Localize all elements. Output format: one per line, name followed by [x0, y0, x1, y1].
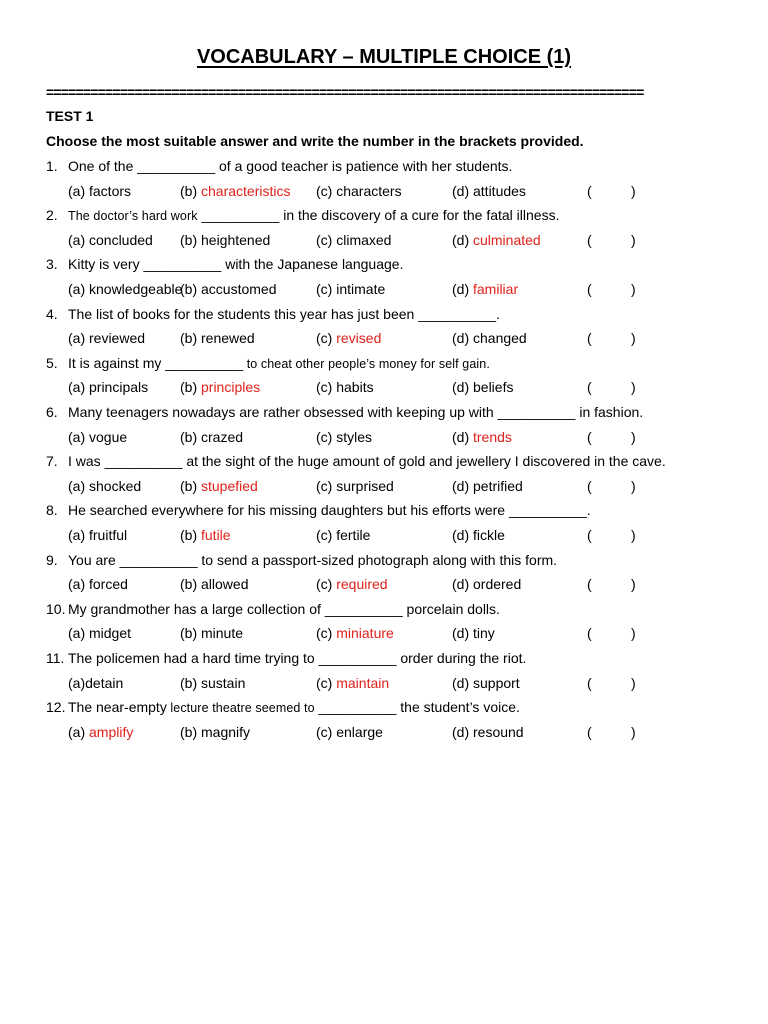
option-text: tiny — [473, 625, 495, 642]
option-a[interactable] — [68, 527, 127, 543]
option-prefix: (b) — [180, 674, 201, 691]
options-row — [68, 281, 688, 297]
answer-bracket-open: ( — [587, 576, 592, 593]
option-prefix: (a) — [68, 674, 86, 691]
option-b[interactable] — [180, 183, 290, 199]
option-c[interactable] — [316, 330, 381, 346]
option-text: concluded — [89, 231, 153, 248]
option-prefix: (a) — [68, 723, 89, 740]
test-label: TEST 1 — [46, 108, 94, 124]
question-number: 3. — [46, 256, 58, 273]
answer-bracket-open: ( — [587, 330, 592, 347]
question-number: 9. — [46, 551, 58, 568]
option-d[interactable] — [452, 625, 495, 641]
options-row — [68, 625, 688, 641]
option-c[interactable] — [316, 576, 388, 592]
question-number: 12. — [46, 699, 66, 716]
answer-bracket-close: ) — [631, 625, 636, 642]
option-d[interactable] — [452, 576, 521, 592]
option-prefix: (d) — [452, 330, 473, 347]
answer-bracket-close: ) — [631, 576, 636, 593]
option-a[interactable] — [68, 675, 123, 691]
answer-bracket-open: ( — [587, 526, 592, 543]
answer-bracket-open: ( — [587, 477, 592, 494]
option-text: crazed — [201, 428, 244, 445]
question-text: Kitty is very __________ with the Japanese language. — [68, 256, 404, 273]
option-text: beliefs — [473, 379, 514, 396]
option-prefix: (c) — [316, 477, 337, 494]
options-row — [68, 478, 688, 494]
option-a[interactable] — [68, 625, 131, 641]
answer-bracket-open: ( — [587, 723, 592, 740]
option-b[interactable] — [180, 478, 258, 494]
option-d[interactable] — [452, 183, 526, 199]
option-prefix: (c) — [316, 330, 337, 347]
question-text: The policemen had a hard time trying to __________ order during the riot. — [68, 650, 527, 666]
option-text: ordered — [473, 576, 522, 593]
option-b[interactable] — [180, 576, 248, 592]
option-c[interactable] — [316, 724, 383, 740]
question-stem — [46, 404, 643, 420]
option-prefix: (d) — [452, 526, 473, 543]
option-prefix: (d) — [452, 428, 473, 445]
option-d[interactable] — [452, 675, 520, 691]
option-a[interactable] — [68, 281, 182, 297]
option-d[interactable] — [452, 429, 512, 445]
option-a[interactable] — [68, 183, 131, 199]
option-b[interactable] — [180, 724, 250, 740]
question-text-light: lecture theatre seemed to — [166, 701, 315, 716]
option-text: changed — [473, 330, 527, 347]
option-prefix: (d) — [452, 477, 473, 494]
option-prefix: (c) — [316, 674, 337, 691]
correct-answer: culminated — [473, 231, 541, 248]
option-prefix: (b) — [180, 428, 201, 445]
option-prefix: (d) — [452, 576, 473, 593]
option-text: shocked — [89, 477, 142, 494]
option-b[interactable] — [180, 281, 276, 297]
answer-bracket-close: ) — [631, 428, 636, 445]
answer-bracket-open: ( — [587, 280, 592, 297]
question-stem — [46, 158, 512, 174]
option-prefix: (d) — [452, 280, 473, 297]
question-stem — [46, 207, 559, 224]
option-text: attitudes — [473, 182, 526, 199]
option-prefix: (c) — [316, 576, 337, 593]
question-text-light: to cheat other people’s money for self gain. — [243, 356, 490, 371]
options-row — [68, 330, 688, 346]
option-prefix: (b) — [180, 723, 201, 740]
question-text: It is against my __________ — [68, 354, 244, 371]
option-text: support — [473, 674, 520, 691]
option-prefix: (d) — [452, 182, 473, 199]
option-b[interactable] — [180, 625, 243, 641]
answer-bracket-close: ) — [631, 231, 636, 248]
option-a[interactable] — [68, 478, 141, 494]
option-prefix: (b) — [180, 182, 201, 199]
option-b[interactable] — [180, 429, 243, 445]
option-text: factors — [89, 182, 132, 199]
option-d[interactable] — [452, 478, 523, 494]
divider-line: ================================================================================= — [46, 84, 644, 100]
option-prefix: (b) — [180, 526, 201, 543]
option-text: allowed — [201, 576, 249, 593]
option-a[interactable] — [68, 379, 148, 395]
question-stem — [46, 355, 490, 372]
options-row — [68, 576, 688, 592]
option-text: resound — [473, 723, 524, 740]
option-prefix: (c) — [316, 723, 337, 740]
option-text: enlarge — [336, 723, 383, 740]
answer-bracket-open: ( — [587, 231, 592, 248]
question-number: 2. — [46, 207, 58, 224]
options-row — [68, 724, 688, 740]
answer-bracket-open: ( — [587, 674, 592, 691]
option-prefix: (c) — [316, 280, 337, 297]
option-prefix: (d) — [452, 723, 473, 740]
option-prefix: (a) — [68, 576, 89, 593]
option-prefix: (b) — [180, 280, 201, 297]
question-text-tail: __________ the student’s voice. — [314, 699, 520, 716]
option-prefix: (a) — [68, 379, 89, 396]
option-b[interactable] — [180, 527, 231, 543]
option-prefix: (a) — [68, 280, 89, 297]
options-row — [68, 183, 688, 199]
answer-bracket-close: ) — [631, 526, 636, 543]
instructions: Choose the most suitable answer and write the number in the brackets provided. — [46, 133, 584, 149]
question-number: 8. — [46, 502, 58, 519]
options-row — [68, 675, 688, 691]
option-text: minute — [201, 625, 244, 642]
option-prefix: (b) — [180, 477, 201, 494]
option-d[interactable] — [452, 281, 518, 297]
option-prefix: (a) — [68, 526, 89, 543]
question-number: 5. — [46, 354, 58, 371]
option-text: styles — [336, 428, 373, 445]
question-number: 10. — [46, 600, 66, 617]
option-prefix: (b) — [180, 625, 201, 642]
option-d[interactable] — [452, 330, 527, 346]
question-text: Many teenagers nowadays are rather obsessed with keeping up with __________ in fashion. — [68, 404, 644, 420]
option-prefix: (c) — [316, 379, 337, 396]
option-prefix: (c) — [316, 182, 337, 199]
option-prefix: (d) — [452, 379, 473, 396]
option-prefix: (a) — [68, 625, 89, 642]
answer-bracket-close: ) — [631, 723, 636, 740]
option-text: principals — [89, 379, 149, 396]
option-prefix: (a) — [68, 330, 89, 347]
option-a[interactable] — [68, 724, 133, 740]
option-c[interactable] — [316, 478, 394, 494]
option-c[interactable] — [316, 281, 385, 297]
question-text: The list of books for the students this year has just been __________. — [68, 305, 500, 322]
answer-bracket-close: ) — [631, 477, 636, 494]
option-text: midget — [89, 625, 132, 642]
option-a[interactable] — [68, 232, 153, 248]
option-b[interactable] — [180, 675, 245, 691]
correct-answer: trends — [473, 428, 512, 445]
question-text: He searched everywhere for his missing daughters but his efforts were __________. — [68, 502, 591, 519]
option-text: habits — [336, 379, 374, 396]
option-text: vogue — [89, 428, 128, 445]
option-a[interactable] — [68, 429, 127, 445]
option-b[interactable] — [180, 330, 255, 346]
correct-answer: familiar — [473, 280, 519, 297]
answer-bracket-close: ) — [631, 330, 636, 347]
options-row — [68, 429, 688, 445]
answer-bracket-close: ) — [631, 674, 636, 691]
correct-answer: amplify — [89, 723, 134, 740]
question-stem — [46, 699, 520, 716]
option-c[interactable] — [316, 429, 372, 445]
correct-answer: maintain — [336, 674, 390, 691]
correct-answer: miniature — [336, 625, 394, 642]
option-b[interactable] — [180, 232, 270, 248]
option-text: surprised — [336, 477, 394, 494]
option-text: climaxed — [336, 231, 392, 248]
option-prefix: (a) — [68, 182, 89, 199]
question-number: 4. — [46, 305, 58, 322]
option-a[interactable] — [68, 330, 145, 346]
option-d[interactable] — [452, 232, 541, 248]
option-c[interactable] — [316, 183, 402, 199]
option-prefix: (b) — [180, 231, 201, 248]
question-text: You are __________ to send a passport-sized photograph along with this form. — [68, 551, 558, 568]
options-row — [68, 232, 688, 248]
options-row — [68, 527, 688, 543]
correct-answer: futile — [201, 526, 231, 543]
option-prefix: (c) — [316, 526, 337, 543]
question-text-tail: __________ in the discovery of a cure for the fatal illness. — [197, 207, 560, 224]
option-prefix: (a) — [68, 231, 89, 248]
option-d[interactable] — [452, 379, 513, 395]
option-c[interactable] — [316, 675, 389, 691]
option-d[interactable] — [452, 724, 524, 740]
question-number: 6. — [46, 404, 58, 420]
option-c[interactable] — [316, 527, 370, 543]
question-text-light: The doctor’s hard work — [68, 209, 198, 224]
option-prefix: (d) — [452, 231, 473, 248]
answer-bracket-close: ) — [631, 379, 636, 396]
option-text: fertile — [336, 526, 371, 543]
option-text: sustain — [201, 674, 246, 691]
question-number: 11. — [46, 650, 65, 666]
question-stem — [46, 453, 666, 469]
option-prefix: (b) — [180, 576, 201, 593]
question-stem — [46, 306, 500, 322]
option-b[interactable] — [180, 379, 260, 395]
question-stem — [46, 650, 526, 666]
options-row — [68, 379, 688, 395]
answer-bracket-open: ( — [587, 379, 592, 396]
option-text: detain — [85, 674, 124, 691]
page-title: VOCABULARY – MULTIPLE CHOICE (1) — [196, 46, 572, 68]
question-stem — [46, 601, 500, 617]
correct-answer: principles — [201, 379, 261, 396]
option-prefix: (d) — [452, 625, 473, 642]
question-number: 1. — [46, 158, 58, 174]
option-prefix: (d) — [452, 674, 473, 691]
option-prefix: (a) — [68, 477, 89, 494]
correct-answer: stupefied — [201, 477, 258, 494]
question-number: 7. — [46, 453, 58, 470]
option-a[interactable] — [68, 576, 128, 592]
question-stem — [46, 256, 403, 272]
option-text: petrified — [473, 477, 523, 494]
answer-bracket-close: ) — [631, 182, 636, 199]
answer-bracket-open: ( — [587, 182, 592, 199]
option-prefix: (c) — [316, 428, 337, 445]
option-c[interactable] — [316, 379, 374, 395]
question-text: My grandmother has a large collection of __________ porcelain dolls. — [68, 600, 500, 617]
question-text: I was __________ at the sight of the huge amount of gold and jewellery I discovered in the cave. — [68, 453, 666, 470]
option-c[interactable] — [316, 625, 394, 641]
correct-answer: revised — [336, 330, 382, 347]
option-text: heightened — [201, 231, 271, 248]
question-stem — [46, 552, 557, 568]
question-stem — [46, 502, 591, 518]
option-text: intimate — [336, 280, 386, 297]
correct-answer: characteristics — [201, 182, 291, 199]
option-prefix: (a) — [68, 428, 89, 445]
option-text: accustomed — [201, 280, 277, 297]
option-prefix: (b) — [180, 330, 201, 347]
option-text: reviewed — [89, 330, 146, 347]
question-text: One of the __________ of a good teacher is patience with her students. — [68, 158, 513, 174]
option-text: characters — [336, 182, 402, 199]
option-c[interactable] — [316, 232, 391, 248]
answer-bracket-open: ( — [587, 428, 592, 445]
option-prefix: (b) — [180, 379, 201, 396]
option-d[interactable] — [452, 527, 505, 543]
question-text: The near-empty — [68, 699, 167, 716]
option-text: fickle — [473, 526, 505, 543]
option-text: forced — [89, 576, 128, 593]
option-prefix: (c) — [316, 625, 337, 642]
correct-answer: required — [336, 576, 388, 593]
answer-bracket-open: ( — [587, 625, 592, 642]
option-prefix: (c) — [316, 231, 337, 248]
answer-bracket-close: ) — [631, 280, 636, 297]
option-text: fruitful — [89, 526, 128, 543]
option-text: knowledgeable — [89, 280, 183, 297]
option-text: magnify — [201, 723, 251, 740]
option-text: renewed — [201, 330, 255, 347]
